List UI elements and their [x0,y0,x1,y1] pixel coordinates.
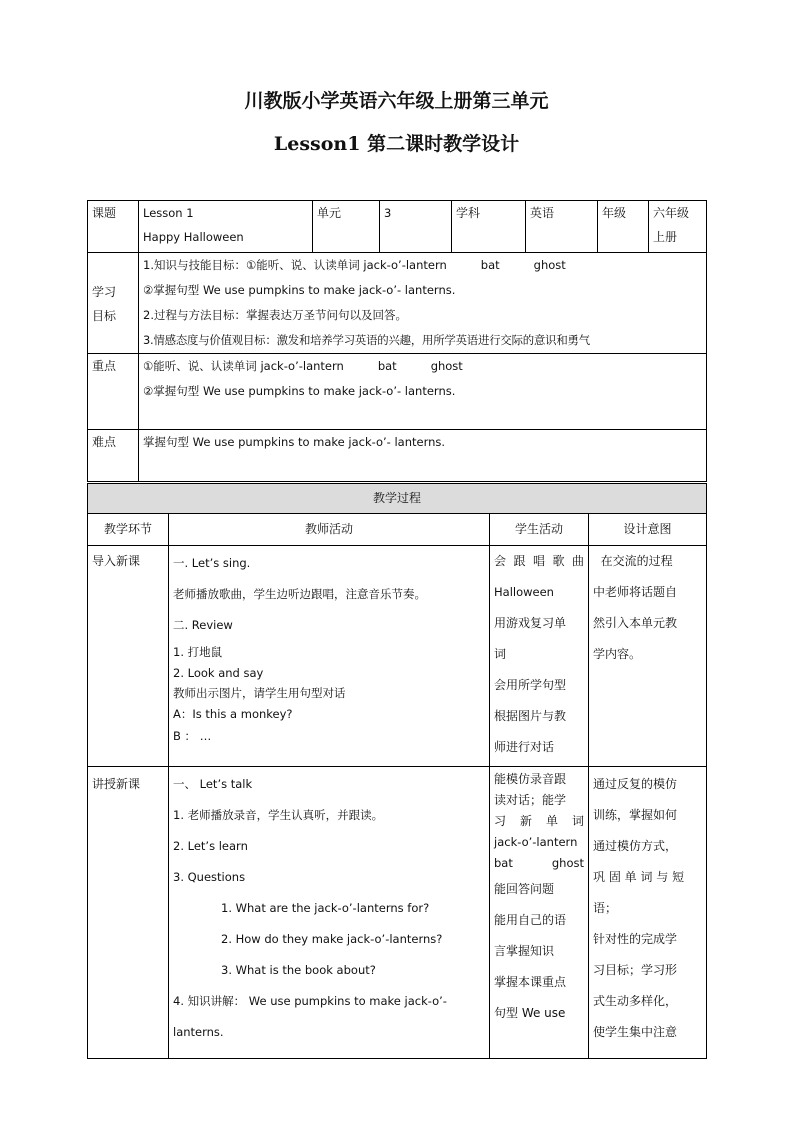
key-points-content [139,354,707,430]
objective-line-3: 2.过程与方法目标：掌握表达万圣节问句以及回答。 [143,308,407,322]
unit-value: 3 [380,201,452,253]
new-teacher-question: 2. How do they make jack-o’-lanterns? [221,932,443,946]
new-teacher-line: 3. Questions [173,870,246,884]
subject-value: 英语 [526,201,598,253]
new-lesson-stage: 讲授新课 [88,767,169,1059]
intro-teacher-activity [169,546,490,767]
intro-intent-line: 然引入本单元教 [593,616,678,630]
unit-label: 单元 [313,201,380,253]
intro-teacher-line: 老师播放歌曲，学生边听边跟唱，注意音乐节奏。 [173,587,426,601]
intro-teacher-line: 教师出示图片，请学生用句型对话 [173,686,346,700]
intro-teacher-line: 一. Let’s sing. [173,556,251,570]
new-lesson-student-activity [490,767,589,1059]
key-point-line-1-text: ①能听、说、认读单词 jack-o’-lantern [143,359,344,373]
topic-value [139,201,313,253]
difficulty-line-1: 掌握句型 We use pumpkins to make jack-o’- lanterns. [143,435,446,449]
new-teacher-line: 4. 知识讲解： We use pumpkins to make jack-o’- [173,994,447,1008]
new-intent-line: 习目标；学习形 [593,963,678,977]
intro-student-line: 会用所学句型 [494,678,567,692]
new-intent-line: 通过模仿方式， [593,839,678,853]
objective-word-bat: bat [480,258,500,272]
new-student-line: 能模仿录音跟 [494,772,567,786]
header-student-activity: 学生活动 [490,514,589,546]
new-student-word-bat: bat [494,856,513,870]
intro-student-activity [490,546,589,767]
intro-student-line: 用游戏复习单 [494,616,567,630]
lesson-info-table [87,200,707,482]
document-title-line1: 川教版小学英语六年级上册第三单元 [244,90,549,112]
intro-student-line: 词 [494,647,507,661]
new-student-line: 句型 We use [494,1006,566,1020]
header-design-intent: 设计意图 [589,514,707,546]
intro-student-line: 会跟唱歌曲 [494,554,584,568]
objectives-label [88,253,139,354]
objective-line-4: 3.情感态度与价值观目标：激发和培养学习英语的兴趣，用所学英语进行交际的意识和勇气 [143,333,590,347]
new-lesson-design-intent [589,767,707,1059]
new-intent-line: 使学生集中注意 [593,1025,678,1039]
intro-design-intent [589,546,707,767]
intro-intent-line: 在交流的过程 [593,554,673,568]
new-teacher-line: 一、 Let’s talk [173,777,253,791]
intro-intent-line: 中老师将话题自 [593,585,678,599]
intro-stage: 导入新课 [88,546,169,767]
intro-teacher-line: A：Is this a monkey? [173,707,293,721]
intro-student-line: 根据图片与教 [494,709,567,723]
new-intent-line: 通过反复的模仿 [593,777,678,791]
intro-student-line: 师进行对话 [494,740,555,754]
new-student-line: 掌握本课重点 [494,975,567,989]
difficulty-label: 难点 [88,430,139,482]
objectives-label-line2: 目标 [92,309,117,323]
new-intent-line: 式生动多样化， [593,994,678,1008]
new-teacher-question: 1. What are the jack-o’-lanterns for? [221,901,430,915]
header-teacher-activity: 教师活动 [169,514,490,546]
new-teacher-question: 3. What is the book about? [221,963,376,977]
objective-word-ghost: ghost [533,258,566,272]
key-points-label: 重点 [88,354,139,430]
new-intent-line: 训练，掌握如何 [593,808,678,822]
key-point-word-bat: bat [377,359,397,373]
topic-value-line1: Lesson 1 [143,206,194,220]
objective-line-1 [143,253,702,278]
topic-label: 课题 [88,201,139,253]
key-point-line-2: ②掌握句型 We use pumpkins to make jack-o’- lanterns. [143,384,456,398]
new-teacher-line: 2. Let’s learn [173,839,248,853]
new-student-line: 读对话；能学 [494,793,567,807]
new-student-word-ghost: ghost [551,856,584,870]
new-teacher-line: lanterns. [173,1025,224,1039]
intro-teacher-line: 二. Review [173,618,233,632]
objective-line-1-text: 1.知识与技能目标：①能听、说、认读单词 jack-o’-lantern [143,258,447,272]
document-title-line2: Lesson1 第二课时教学设计 [273,133,520,155]
grade-value-line2: 上册 [653,230,678,244]
new-student-line: 言掌握知识 [494,944,555,958]
new-intent-line: 巩 固 单 词 与 短 [593,870,685,884]
teaching-process-band: 教学过程 [88,484,707,514]
objective-line-2: ②掌握句型 We use pumpkins to make jack-o’- lanterns. [143,283,456,297]
new-student-line: jack-o’-lantern [494,835,578,849]
intro-teacher-line: 1. 打地鼠 [173,645,223,659]
new-lesson-teacher-activity [169,767,490,1059]
intro-teacher-line: 2. Look and say [173,666,264,680]
new-student-line: 习 新 单 词 [494,814,584,828]
new-intent-line: 语； [593,901,618,915]
grade-label: 年级 [598,201,649,253]
new-intent-line: 针对性的完成学 [593,932,678,946]
header-stage: 教学环节 [88,514,169,546]
difficulty-content [139,430,707,482]
key-point-word-ghost: ghost [430,359,463,373]
new-student-line: 能用自己的语 [494,913,567,927]
topic-value-line2: Happy Halloween [143,230,244,244]
teaching-process-table [87,483,707,1059]
key-point-line-1 [143,354,702,379]
new-student-words [494,853,584,874]
new-teacher-line: 1. 老师播放录音，学生认真听，并跟读。 [173,808,384,822]
grade-value-line1: 六年级 [653,206,690,220]
intro-intent-line: 学内容。 [593,647,642,661]
intro-student-line: Halloween [494,585,554,599]
intro-teacher-line: B ： … [173,729,212,743]
subject-label: 学科 [452,201,526,253]
objectives-content [139,253,707,354]
grade-value [649,201,707,253]
objectives-label-line1: 学习 [92,285,117,299]
new-student-line: 能回答问题 [494,882,555,896]
